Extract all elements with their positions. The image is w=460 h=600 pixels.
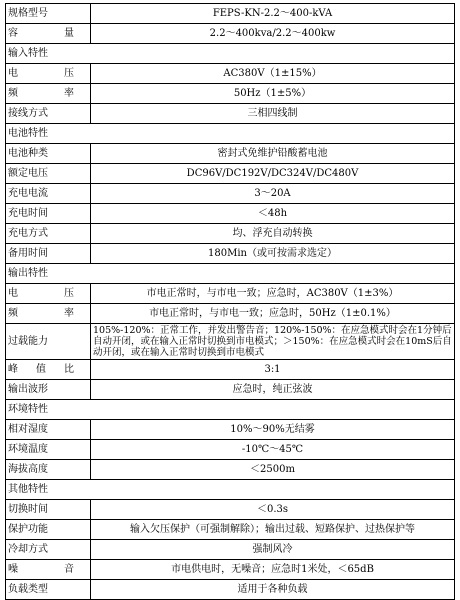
spec-label-char: 音 bbox=[64, 563, 74, 575]
spec-label-spread bbox=[8, 25, 88, 43]
spec-label: 保护功能 bbox=[6, 520, 91, 540]
spec-value: 50Hz（1±5%） bbox=[91, 84, 455, 104]
spec-value: FEPS-KN-2.2～400-kVA bbox=[91, 4, 455, 24]
spec-label bbox=[6, 64, 91, 84]
spec-row bbox=[6, 360, 455, 380]
spec-value: 适用于各种负载 bbox=[91, 580, 455, 600]
spec-label-char: 噪 bbox=[8, 563, 18, 575]
spec-value: ＜0.3s bbox=[91, 500, 455, 520]
spec-row bbox=[6, 560, 455, 580]
spec-label-char: 频 bbox=[8, 87, 18, 99]
spec-label: 冷却方式 bbox=[6, 540, 91, 560]
spec-row bbox=[6, 304, 455, 324]
spec-label: 切换时间 bbox=[6, 500, 91, 520]
spec-row bbox=[6, 184, 455, 204]
spec-label-char: 压 bbox=[64, 67, 74, 79]
spec-table bbox=[5, 3, 455, 600]
spec-row bbox=[6, 204, 455, 224]
spec-label: 规格型号 bbox=[6, 4, 91, 24]
spec-label-char: 比 bbox=[64, 363, 74, 375]
spec-value: 输入欠压保护（可强制解除）；输出过载、短路保护、过热保护等 bbox=[91, 520, 455, 540]
spec-label-char: 压 bbox=[64, 287, 74, 299]
spec-value: 均、浮充自动转换 bbox=[91, 224, 455, 244]
spec-label bbox=[6, 84, 91, 104]
section-title: 输出特性 bbox=[6, 264, 455, 284]
section-title: 环境特性 bbox=[6, 400, 455, 420]
section-header-row bbox=[6, 264, 455, 284]
spec-label-char: 电 bbox=[8, 67, 18, 79]
spec-label-char: 容 bbox=[8, 27, 18, 39]
section-title: 电池特性 bbox=[6, 124, 455, 144]
spec-value: 三相四线制 bbox=[91, 104, 455, 124]
spec-value: 市电正常时，与市电一致；应急时，AC380V（1±3%） bbox=[91, 284, 455, 304]
spec-value: ＜48h bbox=[91, 204, 455, 224]
spec-label-char: 频 bbox=[8, 307, 18, 319]
spec-label-spread bbox=[8, 85, 88, 103]
spec-label-char: 电 bbox=[8, 287, 18, 299]
spec-label-char: 率 bbox=[64, 307, 74, 319]
spec-value: 3～20A bbox=[91, 184, 455, 204]
spec-row bbox=[6, 64, 455, 84]
spec-row bbox=[6, 144, 455, 164]
spec-label bbox=[6, 304, 91, 324]
spec-table-body bbox=[6, 4, 455, 600]
spec-row bbox=[6, 284, 455, 304]
spec-value: 密封式免维护铅酸蓄电池 bbox=[91, 144, 455, 164]
spec-label: 环境温度 bbox=[6, 440, 91, 460]
spec-label: 电池种类 bbox=[6, 144, 91, 164]
spec-row bbox=[6, 244, 455, 264]
spec-value: 180Min（或可按需求选定） bbox=[91, 244, 455, 264]
spec-label: 充电电流 bbox=[6, 184, 91, 204]
spec-label: 接线方式 bbox=[6, 104, 91, 124]
spec-label-spread bbox=[8, 561, 88, 579]
spec-value: 市电正常时，与市电一致；应急时，50Hz（1±0.1%） bbox=[91, 304, 455, 324]
spec-label-spread bbox=[8, 361, 88, 379]
spec-label bbox=[6, 284, 91, 304]
spec-label: 充电方式 bbox=[6, 224, 91, 244]
spec-row bbox=[6, 104, 455, 124]
spec-row bbox=[6, 24, 455, 44]
spec-label-char: 量 bbox=[64, 27, 74, 39]
spec-sheet bbox=[5, 3, 455, 600]
section-header-row bbox=[6, 124, 455, 144]
spec-row bbox=[6, 500, 455, 520]
spec-row bbox=[6, 580, 455, 600]
spec-value: 2.2～400kva/2.2～400kw bbox=[91, 24, 455, 44]
spec-label: 输出波形 bbox=[6, 380, 91, 400]
spec-label bbox=[6, 24, 91, 44]
spec-row bbox=[6, 420, 455, 440]
spec-label-spread bbox=[8, 285, 88, 303]
spec-value: 市电供电时，无噪音；应急时1米处，＜65dB bbox=[91, 560, 455, 580]
section-title: 输入特性 bbox=[6, 44, 455, 64]
spec-row bbox=[6, 540, 455, 560]
spec-label-char: 率 bbox=[64, 87, 74, 99]
section-header-row bbox=[6, 44, 455, 64]
spec-row bbox=[6, 324, 455, 360]
spec-row bbox=[6, 4, 455, 24]
spec-value: AC380V（1±15%） bbox=[91, 64, 455, 84]
spec-label-spread bbox=[8, 65, 88, 83]
spec-label: 过载能力 bbox=[6, 324, 91, 360]
spec-label-char: 峰 bbox=[8, 363, 18, 375]
spec-label: 充电时间 bbox=[6, 204, 91, 224]
section-title: 其他特性 bbox=[6, 480, 455, 500]
section-header-row bbox=[6, 480, 455, 500]
spec-value: 3:1 bbox=[91, 360, 455, 380]
spec-label: 海拔高度 bbox=[6, 460, 91, 480]
spec-row bbox=[6, 380, 455, 400]
spec-label-char: 值 bbox=[36, 363, 46, 375]
spec-value: DC96V/DC192V/DC324V/DC480V bbox=[91, 164, 455, 184]
spec-value: 应急时，纯正弦波 bbox=[91, 380, 455, 400]
spec-value: ＜2500m bbox=[91, 460, 455, 480]
spec-label: 相对湿度 bbox=[6, 420, 91, 440]
spec-row bbox=[6, 164, 455, 184]
spec-value: -10℃～45℃ bbox=[91, 440, 455, 460]
spec-value: 强制风冷 bbox=[91, 540, 455, 560]
spec-row bbox=[6, 84, 455, 104]
spec-row bbox=[6, 440, 455, 460]
spec-label bbox=[6, 560, 91, 580]
spec-label bbox=[6, 360, 91, 380]
spec-row bbox=[6, 224, 455, 244]
spec-value: 10%～90%无结雾 bbox=[91, 420, 455, 440]
spec-label: 备用时间 bbox=[6, 244, 91, 264]
section-header-row bbox=[6, 400, 455, 420]
spec-value: 105%-120%：正常工作，并发出警告音；120%-150%：在应急模式时会在1分钟后自动开闭，或在输入正常时切换到市电模式；＞150%：在应急模式时会在10mS后自动开闭，或在输入正常时切换到市电模式 bbox=[91, 324, 455, 360]
spec-label: 负载类型 bbox=[6, 580, 91, 600]
spec-row bbox=[6, 460, 455, 480]
spec-label-spread bbox=[8, 305, 88, 323]
spec-label: 额定电压 bbox=[6, 164, 91, 184]
spec-row bbox=[6, 520, 455, 540]
